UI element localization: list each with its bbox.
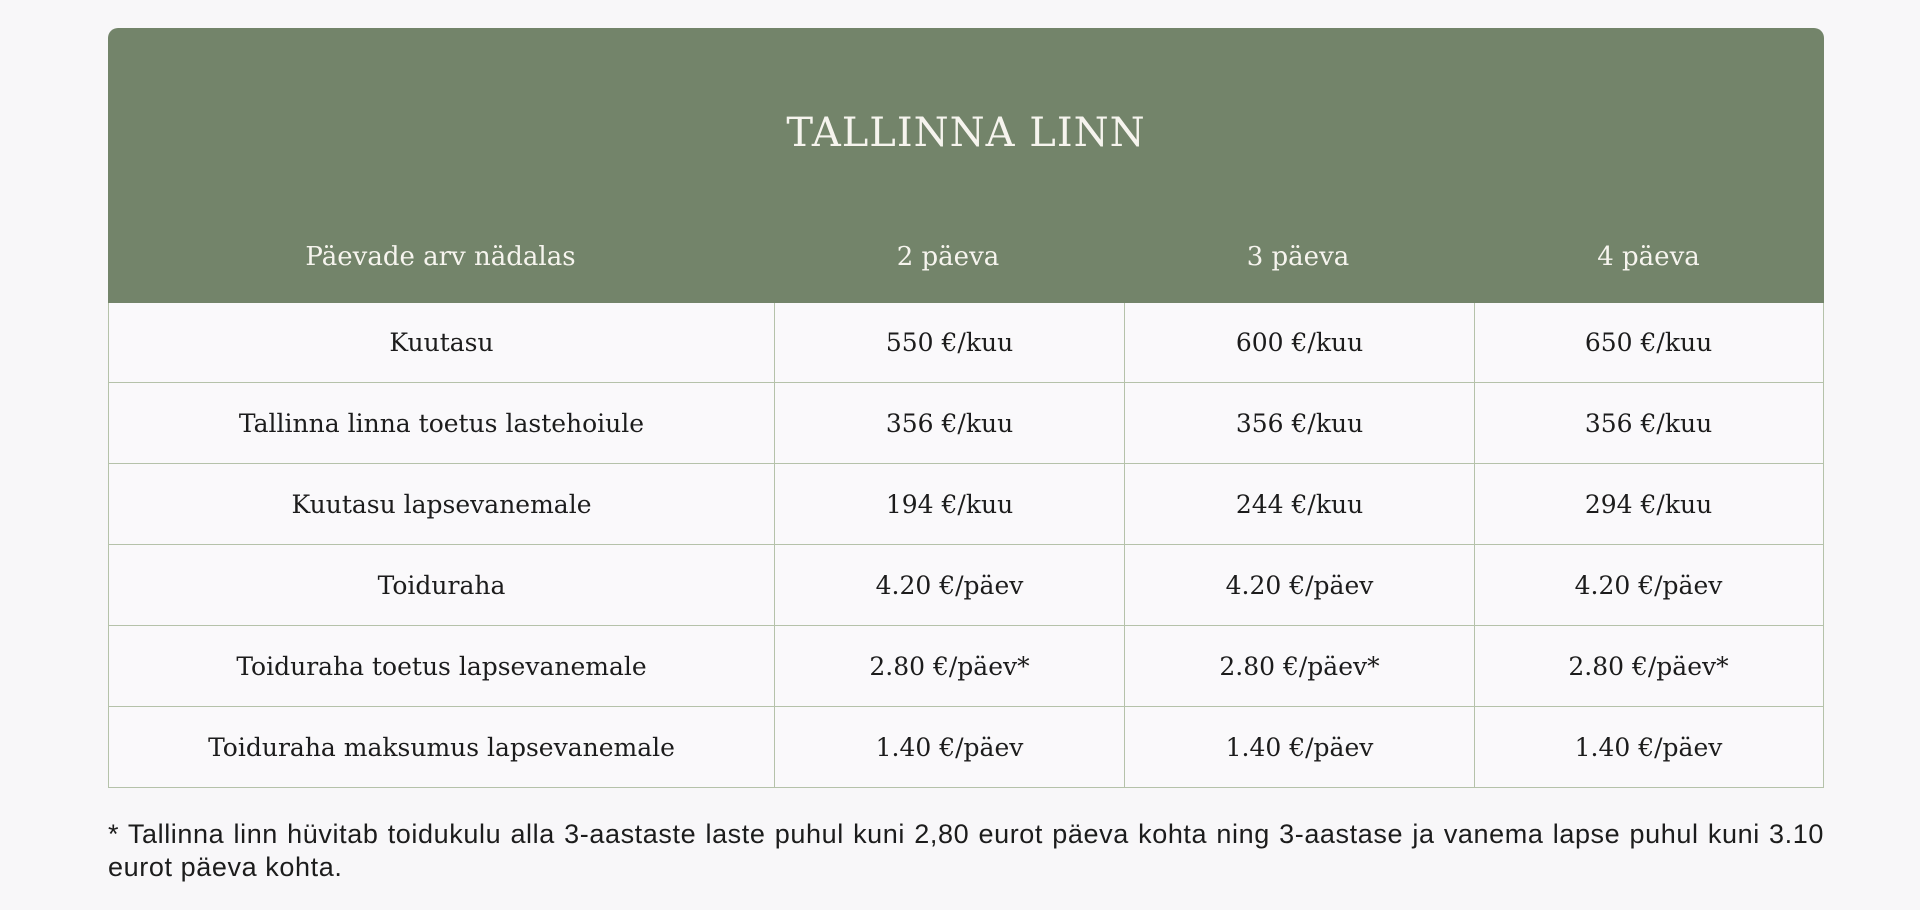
- table-body: [108, 303, 1824, 788]
- row-label: Toiduraha toetus lapsevanemale: [236, 651, 647, 681]
- cell-value: 4.20 €/päev: [1474, 545, 1822, 625]
- table-row: [109, 303, 1823, 382]
- table-row: [109, 544, 1823, 625]
- column-header-days: Päevade arv nädalas: [305, 242, 576, 272]
- table-row: [109, 706, 1823, 787]
- cell-value: 4.20 €/päev: [1124, 545, 1474, 625]
- table-header: [108, 28, 1824, 303]
- cell-value: 294 €/kuu: [1474, 464, 1822, 544]
- cell-value: 1.40 €/päev: [774, 707, 1124, 787]
- cell-value: 356 €/kuu: [1124, 383, 1474, 463]
- table-row: [109, 463, 1823, 544]
- table-title: TALLINNA LINN: [786, 110, 1146, 156]
- cell-value: 1.40 €/päev: [1474, 707, 1822, 787]
- pricing-table: [108, 28, 1824, 788]
- cell-value: 600 €/kuu: [1124, 303, 1474, 382]
- row-label: Kuutasu lapsevanemale: [291, 489, 592, 519]
- column-header-row: [108, 242, 1824, 272]
- row-label: Toiduraha: [377, 570, 506, 600]
- table-row: [109, 382, 1823, 463]
- column-header-4-days: 4 päeva: [1597, 242, 1700, 272]
- cell-value: 2.80 €/päev*: [1124, 626, 1474, 706]
- cell-value: 356 €/kuu: [774, 383, 1124, 463]
- cell-value: 194 €/kuu: [774, 464, 1124, 544]
- table-row: [109, 625, 1823, 706]
- cell-value: 650 €/kuu: [1474, 303, 1822, 382]
- footnote: * Tallinna linn hüvitab toidukulu alla 3-aastaste laste puhul kuni 2,80 eurot päeva kohta ning 3-aastase ja vanema lapse puhul kuni 3.10 eurot päeva kohta.: [108, 819, 1824, 882]
- cell-value: 2.80 €/päev*: [774, 626, 1124, 706]
- column-header-2-days: 2 päeva: [896, 242, 1000, 272]
- cell-value: 550 €/kuu: [774, 303, 1124, 382]
- cell-value: 1.40 €/päev: [1124, 707, 1474, 787]
- row-label: Toiduraha maksumus lapsevanemale: [208, 732, 675, 762]
- row-label: Tallinna linna toetus lastehoiule: [238, 408, 645, 438]
- cell-value: 4.20 €/päev: [774, 545, 1124, 625]
- row-label: Kuutasu: [389, 328, 494, 357]
- cell-value: 356 €/kuu: [1474, 383, 1822, 463]
- column-header-3-days: 3 päeva: [1246, 242, 1350, 272]
- cell-value: 244 €/kuu: [1124, 464, 1474, 544]
- cell-value: 2.80 €/päev*: [1474, 626, 1822, 706]
